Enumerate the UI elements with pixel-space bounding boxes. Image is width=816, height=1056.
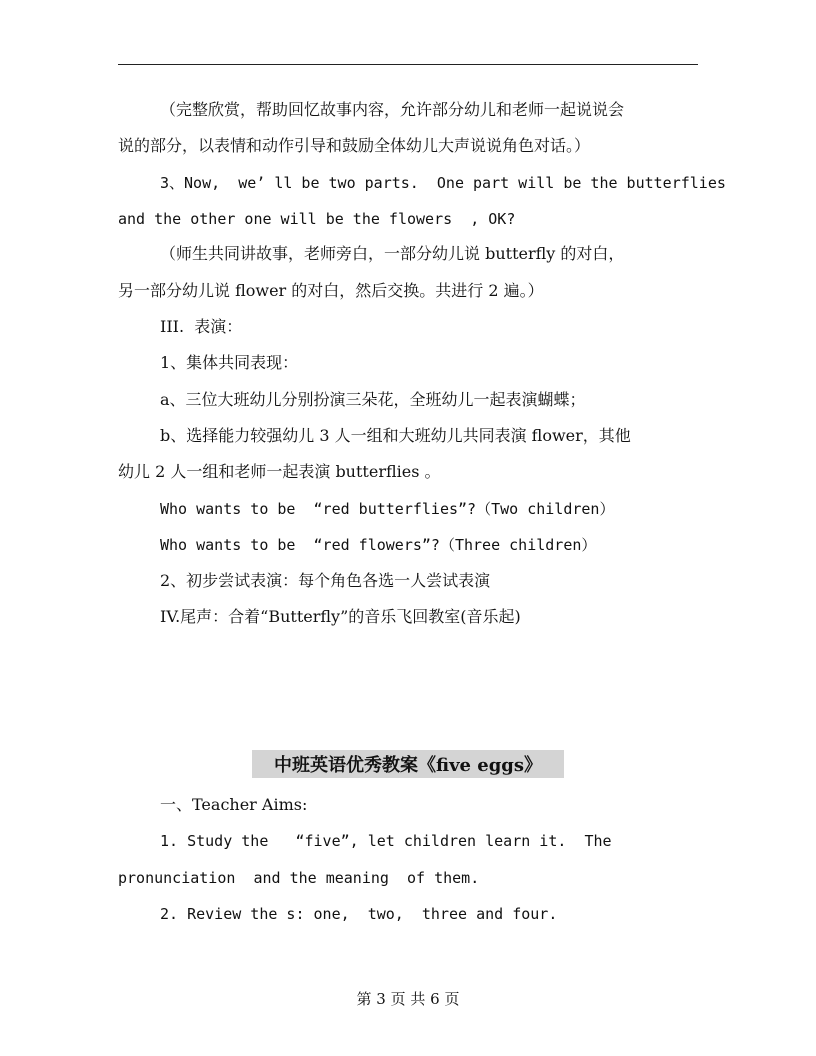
paragraph-line: 2. Review the s: one, two, three and four.	[160, 905, 558, 923]
section-heading: III. 表演：	[160, 317, 243, 336]
paragraph-line: 另一部分幼儿说 flower 的对白，然后交换。共进行 2 遍。）	[118, 281, 544, 300]
paragraph-line: b、选择能力较强幼儿 3 人一组和大班幼儿共同表演 flower，其他	[160, 426, 631, 445]
section-title: 中班英语优秀教案《five eggs》	[252, 750, 564, 778]
paragraph-line: 一、Teacher Aims:	[160, 795, 308, 814]
paragraph-line: （师生共同讲故事，老师旁白，一部分幼儿说 butterfly 的对白，	[160, 244, 625, 263]
paragraph-line: a、三位大班幼儿分别扮演三朵花，全班幼儿一起表演蝴蝶；	[160, 390, 586, 409]
paragraph-line: 2、初步尝试表演：每个角色各选一人尝试表演	[160, 571, 491, 590]
paragraph-line: 1、集体共同表现：	[160, 353, 299, 372]
paragraph-line: Who wants to be “red flowers”?（Three children）	[160, 536, 597, 554]
paragraph-line: pronunciation and the meaning of them.	[118, 869, 480, 887]
paragraph-line: （完整欣赏，帮助回忆故事内容，允许部分幼儿和老师一起说说会	[160, 100, 625, 119]
paragraph-line: 幼儿 2 人一组和老师一起表演 butterflies 。	[118, 462, 441, 481]
paragraph-line: 说的部分，以表情和动作引导和鼓励全体幼儿大声说说角色对话。）	[118, 136, 591, 155]
paragraph-line: 3、Now, we’ ll be two parts. One part will be the butterflies	[160, 174, 726, 192]
paragraph-line: and the other one will be the flowers , OK?	[118, 210, 516, 228]
page-footer: 第 3 页 共 6 页	[356, 990, 460, 1008]
header-rule	[118, 64, 698, 65]
paragraph-line: Who wants to be “red butterflies”?（Two children）	[160, 500, 615, 518]
paragraph-line: IV.尾声：合着“Butterfly”的音乐飞回教室(音乐起)	[160, 607, 521, 626]
paragraph-line: 1. Study the “five”, let children learn it. The	[160, 832, 612, 850]
